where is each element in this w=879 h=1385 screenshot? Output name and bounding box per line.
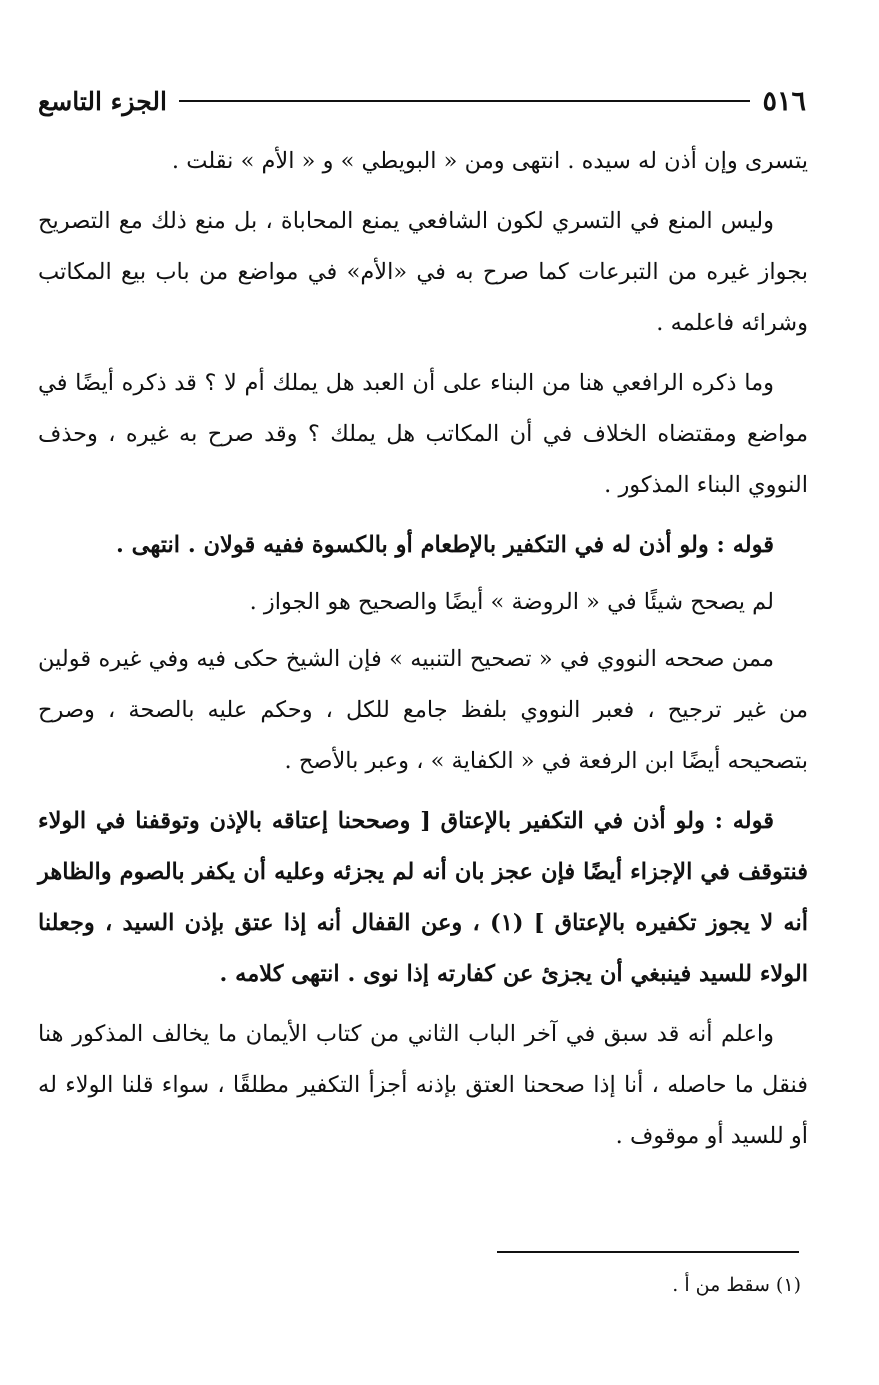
footnote: (١) سقط من أ . (672, 1274, 801, 1296)
footnote-rule (497, 1251, 799, 1253)
quoted-statement: قوله : ولو أذن في التكفير بالإعتاق [ وصححنا إعتاقه بالإذن وتوقفنا في الولاء فنتوقف في الإجزاء أيضًا فإن عجز بان أنه لم يجزئه وعليه أن يكفر بالصوم والظاهر أنه لا يجوز تكفيره بالإعتاق ] (١) ، وعن القفال أنه إذا عتق بإذن السيد ، وجعلنا الولاء للسيد فينبغي أن يجزئ عن كفارته إذا نوى . انتهى كلامه . (38, 808, 809, 987)
page-body (38, 136, 808, 1171)
paragraph: يتسرى وإن أذن له سيده . انتهى ومن « البويطي » و « الأم » نقلت . (171, 148, 808, 174)
paragraph: ممن صححه النووي في « تصحيح التنبيه » فإن الشيخ حكى فيه وفي غيره قولين من غير ترجيح ، فعبر النووي بلفظ جامع للكل ، وحكم عليه بالصحة ، وصرح بتصحيحه أيضًا ابن الرفعة في « الكفاية » ، وعبر بالأصح . (38, 646, 808, 774)
running-header (38, 82, 806, 120)
paragraph: واعلم أنه قد سبق في آخر الباب الثاني من كتاب الأيمان ما يخالف المذكور هنا فنقل ما حاصله ، أنا إذا صححنا العتق بإذنه أجزأ التكفير مطلقًا ، سواء قلنا الولاء له أو للسيد أو موقوف . (38, 1021, 808, 1149)
header-rule (179, 100, 751, 102)
page-number: ٥١٦ (762, 85, 806, 117)
quoted-statement: قوله : ولو أذن له في التكفير بالإطعام أو بالكسوة ففيه قولان . انتهى . (115, 532, 774, 558)
paragraph: لم يصحح شيئًا في « الروضة » أيضًا والصحيح هو الجواز . (249, 589, 774, 615)
paragraph: وما ذكره الرافعي هنا من البناء على أن العبد هل يملك أم لا ؟ قد ذكره أيضًا في مواضع ومقتضاه الخلاف في أن المكاتب هل يملك ؟ وقد صرح به غيره ، وحذف النووي البناء المذكور . (38, 370, 808, 498)
paragraph: وليس المنع في التسري لكون الشافعي يمنع المحاباة ، بل منع ذلك مع التصريح بجواز غيره من التبرعات كما صرح به في «الأم» في مواضع من باب بيع المكاتب وشرائه فاعلمه . (38, 208, 808, 336)
volume-title: الجزء التاسع (38, 86, 167, 116)
